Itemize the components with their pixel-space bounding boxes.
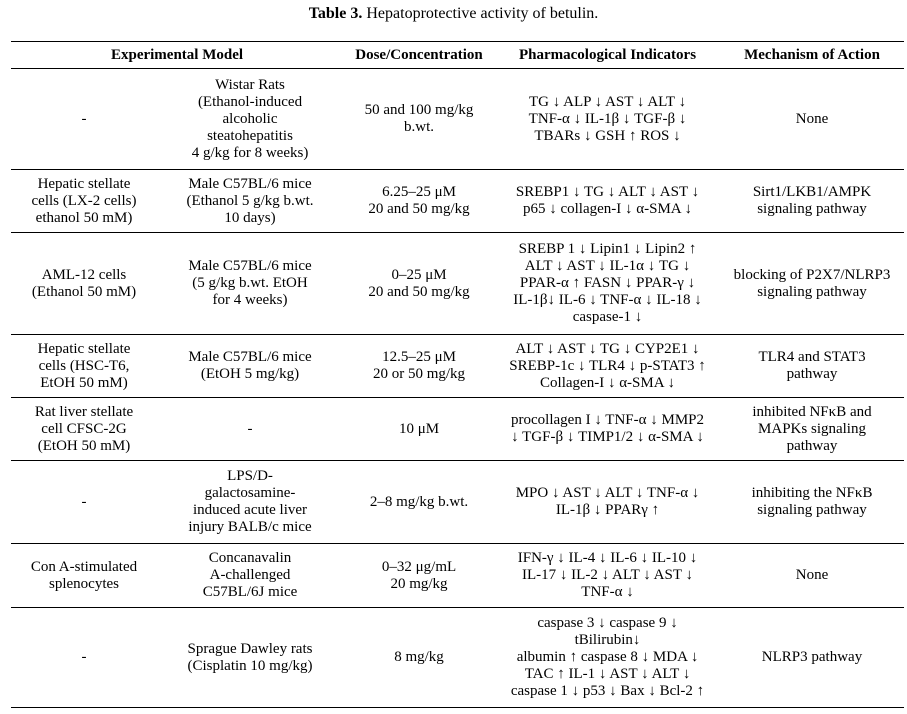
cell-indicators: IFN-γ ↓ IL-4 ↓ IL-6 ↓ IL-10 ↓ IL-17 ↓ IL-2 ↓ ALT ↓ AST ↓ TNF-α ↓	[495, 544, 720, 608]
cell-model-in-vivo: LPS/D- galactosamine- induced acute liver injury BALB/c mice	[157, 461, 343, 544]
table-row	[11, 608, 904, 708]
cell-indicators: MPO ↓ AST ↓ ALT ↓ TNF-α ↓ IL-1β ↓ PPARγ ↑	[495, 461, 720, 544]
table-caption	[0, 5, 907, 23]
cell-model-in-vitro: Rat liver stellate cell CFSC-2G (EtOH 50 mM)	[11, 398, 157, 461]
cell-dose: 50 and 100 mg/kg b.wt.	[343, 69, 495, 170]
cell-mechanism: TLR4 and STAT3 pathway	[720, 335, 904, 398]
cell-model-in-vivo: Male C57BL/6 mice (5 g/kg b.wt. EtOH for 4 weeks)	[157, 233, 343, 335]
header-mechanism: Mechanism of Action	[720, 42, 904, 69]
caption-text: Hepatoprotective activity of betulin.	[366, 5, 599, 22]
cell-indicators: TG ↓ ALP ↓ AST ↓ ALT ↓ TNF-α ↓ IL-1β ↓ TGF-β ↓ TBARs ↓ GSH ↑ ROS ↓	[495, 69, 720, 170]
header-indicators: Pharmacological Indicators	[495, 42, 720, 69]
cell-dose: 0–25 μM 20 and 50 mg/kg	[343, 233, 495, 335]
cell-model-in-vivo: Male C57BL/6 mice (EtOH 5 mg/kg)	[157, 335, 343, 398]
table-row	[11, 335, 904, 398]
cell-model-in-vitro: -	[11, 461, 157, 544]
table-row	[11, 544, 904, 608]
cell-model-in-vitro: -	[11, 69, 157, 170]
cell-model-in-vivo: Male C57BL/6 mice (Ethanol 5 g/kg b.wt. 10 days)	[157, 170, 343, 233]
cell-dose: 0–32 μg/mL 20 mg/kg	[343, 544, 495, 608]
cell-indicators: SREBP1 ↓ TG ↓ ALT ↓ AST ↓ p65 ↓ collagen-I ↓ α-SMA ↓	[495, 170, 720, 233]
cell-dose: 10 μM	[343, 398, 495, 461]
cell-indicators: caspase 3 ↓ caspase 9 ↓ tBilirubin↓ albumin ↑ caspase 8 ↓ MDA ↓ TAC ↑ IL-1 ↓ AST ↓ ALT ↓ caspase 1 ↓ p53 ↓ Bax ↓ Bcl-2 ↑	[495, 608, 720, 708]
cell-dose: 12.5–25 μM 20 or 50 mg/kg	[343, 335, 495, 398]
cell-model-in-vivo: Concanavalin A-challenged C57BL/6J mice	[157, 544, 343, 608]
table-row	[11, 69, 904, 170]
cell-mechanism: blocking of P2X7/NLRP3 signaling pathway	[720, 233, 904, 335]
header-row	[11, 42, 904, 69]
table-row	[11, 461, 904, 544]
cell-model-in-vitro: AML-12 cells (Ethanol 50 mM)	[11, 233, 157, 335]
table-row	[11, 398, 904, 461]
table-row	[11, 233, 904, 335]
cell-indicators: SREBP 1 ↓ Lipin1 ↓ Lipin2 ↑ ALT ↓ AST ↓ IL-1α ↓ TG ↓ PPAR-α ↑ FASN ↓ PPAR-γ ↓ IL-1β↓ IL-6 ↓ TNF-α ↓ IL-18 ↓ caspase-1 ↓	[495, 233, 720, 335]
cell-model-in-vitro: -	[11, 608, 157, 708]
cell-model-in-vivo: -	[157, 398, 343, 461]
cell-model-in-vitro: Con A-stimulated splenocytes	[11, 544, 157, 608]
cell-model-in-vitro: Hepatic stellate cells (LX-2 cells) ethanol 50 mM)	[11, 170, 157, 233]
cell-indicators: procollagen I ↓ TNF-α ↓ MMP2 ↓ TGF-β ↓ TIMP1/2 ↓ α-SMA ↓	[495, 398, 720, 461]
cell-dose: 6.25–25 μM 20 and 50 mg/kg	[343, 170, 495, 233]
cell-dose: 2–8 mg/kg b.wt.	[343, 461, 495, 544]
header-experimental-model: Experimental Model	[11, 42, 343, 69]
cell-indicators: ALT ↓ AST ↓ TG ↓ CYP2E1 ↓ SREBP-1c ↓ TLR4 ↓ p-STAT3 ↑ Collagen-I ↓ α-SMA ↓	[495, 335, 720, 398]
cell-mechanism: None	[720, 69, 904, 170]
cell-mechanism: Sirt1/LKB1/AMPK signaling pathway	[720, 170, 904, 233]
cell-model-in-vivo: Wistar Rats (Ethanol-induced alcoholic steatohepatitis 4 g/kg for 8 weeks)	[157, 69, 343, 170]
cell-model-in-vitro: Hepatic stellate cells (HSC-T6, EtOH 50 mM)	[11, 335, 157, 398]
cell-dose: 8 mg/kg	[343, 608, 495, 708]
cell-mechanism: None	[720, 544, 904, 608]
cell-model-in-vivo: Sprague Dawley rats (Cisplatin 10 mg/kg)	[157, 608, 343, 708]
table-row	[11, 170, 904, 233]
cell-mechanism: inhibiting the NFκB signaling pathway	[720, 461, 904, 544]
hepatoprotective-table	[11, 41, 904, 708]
header-dose: Dose/Concentration	[343, 42, 495, 69]
cell-mechanism: inhibited NFκB and MAPKs signaling pathway	[720, 398, 904, 461]
cell-mechanism: NLRP3 pathway	[720, 608, 904, 708]
caption-label: Table 3.	[308, 5, 363, 22]
